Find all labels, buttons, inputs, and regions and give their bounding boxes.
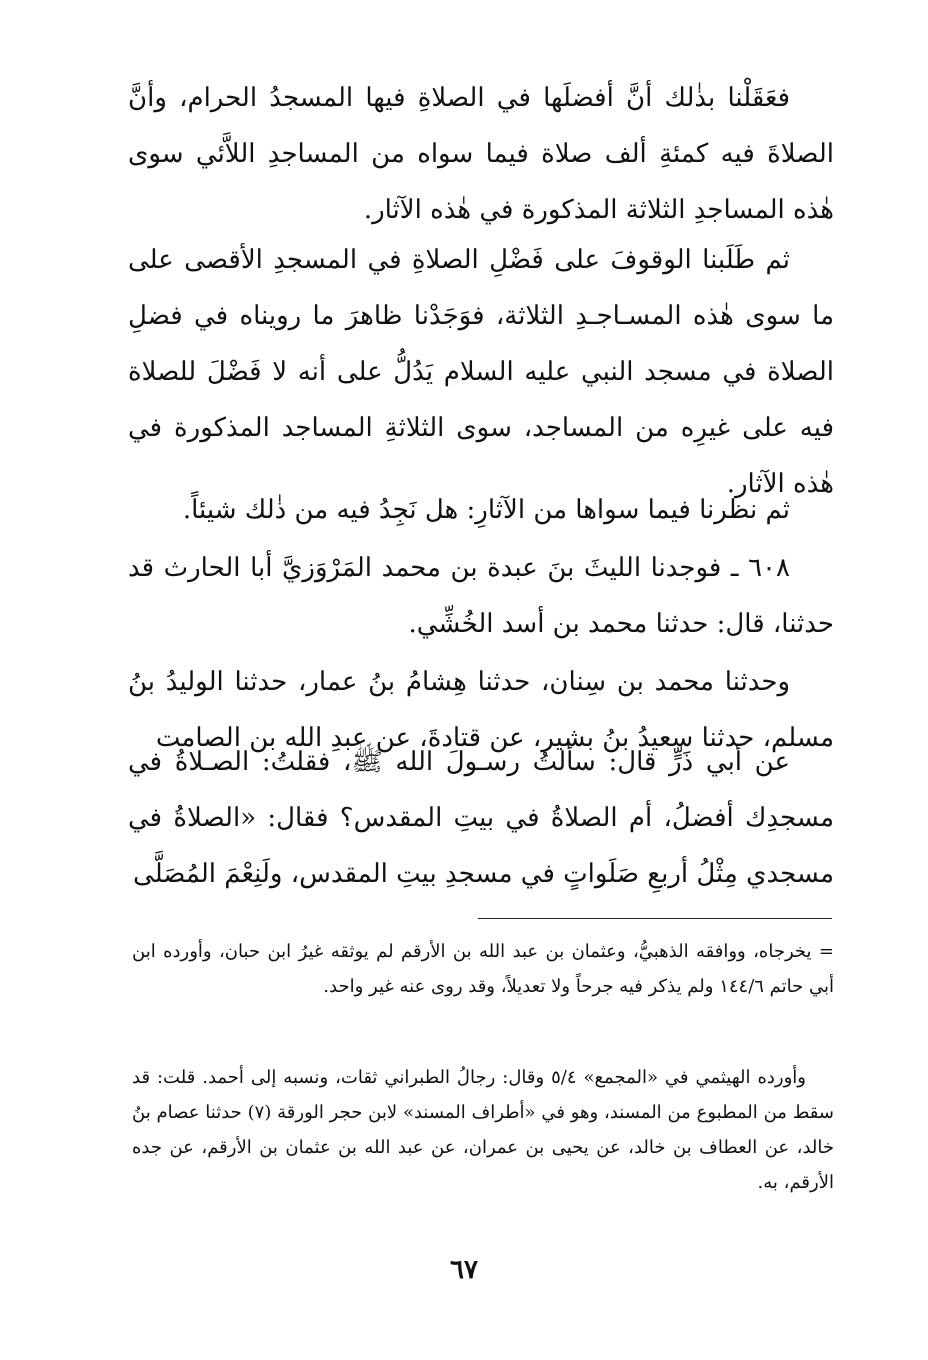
paragraph-6-text: عن أبي ذَرٍّ قال: سألتُ رسـولَ الله ﷺ، فقلتُ: الصـلاةُ في مسجدِك أفضلُ، أم الصلاةُ في بيتِ المقدس؟ فقال: «الصلاةُ في مسجدي مِثْلُ أربعِ صَلَواتٍ في مسجدِ بيتِ المقدس، ولَنِعْمَ المُصَلَّى bbox=[128, 747, 834, 889]
footnote-1 bbox=[132, 934, 834, 1004]
paragraph-3 bbox=[128, 482, 834, 538]
footnote-2 bbox=[132, 1060, 834, 1200]
hadith-608-text: ٦٠٨ ـ فوجدنا الليثَ بنَ عبدة بن محمد المَرْوَزيَّ أبا الحارث قد حدثنا، قال: حدثنا محمد بن أسد الخُشِّي. bbox=[128, 553, 834, 639]
paragraph-1 bbox=[128, 70, 834, 238]
paragraph-2 bbox=[128, 232, 834, 512]
hadith-608-paragraph bbox=[128, 540, 834, 652]
footnote-2-text: وأورده الهيثمي في «المجمع» ٥/٤ وقال: رجالُ الطبراني ثقات، ونسبه إلى أحمد. قلت: قد سقط من المطبوع من المسند، وهو في «أطراف المسند» لابن حجر الورقة (٧) حدثنا عصام بنُ خالد، عن العطاف بن خالد، عن يحيى بن عمران، عن عبد الله بن عثمان بن الأرقم، عن جده الأرقم، به. bbox=[132, 1067, 834, 1193]
paragraph-5-text: وحدثنا محمد بن سِنان، حدثنا هِشامُ بنُ عمار، حدثنا الوليدُ بنُ مسلم، حدثنا سعيدُ بنُ بشير، عن قتادةَ، عن عبدِ الله بن الصامت bbox=[128, 667, 834, 753]
page-number: ٦٧ bbox=[450, 1255, 478, 1285]
paragraph-6 bbox=[128, 734, 834, 902]
paragraph-2-text: ثم طَلَبنا الوقوفَ على فَضْلِ الصلاةِ في المسجدِ الأقصى على ما سوى هٰذه المسـاجـدِ الثلاثة، فوَجَدْنا ظاهرَ ما رويناه في فضلِ الصلاة في مسجد النبي عليه السلام يَدُلُّ على أنه لا فَضْلَ للصلاة فيه على غيرِه من المساجد، سوى الثلاثةِ المساجد المذكورة في هٰذه الآثار. bbox=[128, 245, 834, 499]
footnote-divider bbox=[478, 918, 832, 919]
paragraph-3-text: ثم نظرنا فيما سواها من الآثارِ: هل نَجِدُ فيه من ذٰلك شيئاً. bbox=[182, 495, 790, 525]
paragraph-1-text: فعَقَلْنا بذٰلك أنَّ أفضلَها في الصلاةِ فيها المسجدُ الحرام، وأنَّ الصلاةَ فيه كمئةِ ألف صلاة فيما سواه من المساجدِ اللاَّئي سوى هٰذه المساجدِ الثلاثة المذكورة في هٰذه الآثار. bbox=[128, 83, 834, 225]
footnote-1-text: = يخرجاه، ووافقه الذهبيُّ، وعثمان بن عبد الله بن الأرقم لم يوثقه غيرُ ابن حبان، وأورده ابن أبي حاتم ١٤٤/٦ ولم يذكر فيه جرحاً ولا تعديلاً، وقد روى عنه غير واحد. bbox=[132, 941, 834, 997]
